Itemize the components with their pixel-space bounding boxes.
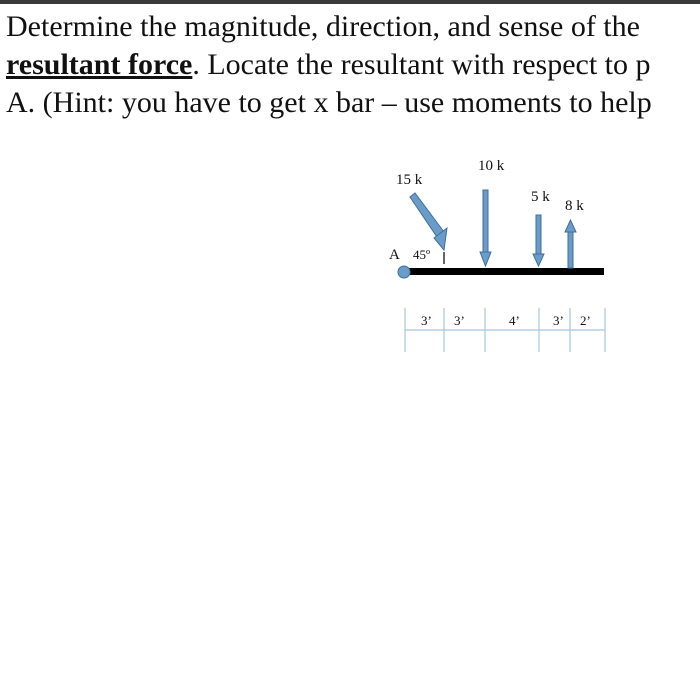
force-arrow-15k bbox=[410, 193, 447, 250]
dimension-label-2: 3’ bbox=[454, 313, 465, 328]
angle-label: 45º bbox=[413, 247, 431, 262]
dimension-label-3: 4’ bbox=[509, 313, 520, 328]
force-arrow-5k bbox=[533, 215, 544, 266]
problem-line-1: Determine the magnitude, direction, and sense of the bbox=[6, 10, 640, 43]
dimension-label-5: 2’ bbox=[580, 313, 591, 328]
force-arrow-8k bbox=[565, 220, 576, 268]
pin-a bbox=[398, 266, 410, 278]
dimension-label-1: 3’ bbox=[421, 313, 432, 328]
dimension-line bbox=[405, 308, 605, 352]
problem-line-3: A. (Hint: you have to get x bar – use moments to help bbox=[6, 86, 652, 119]
point-a-label: A bbox=[389, 247, 400, 263]
resultant-force-emphasis: resultant force bbox=[6, 48, 193, 81]
dimension-label-4: 3’ bbox=[553, 313, 564, 328]
problem-line-2-rest: . Locate the resultant with respect to p bbox=[192, 48, 651, 81]
force-label-5k: 5 k bbox=[531, 189, 550, 205]
force-label-15k: 15 k bbox=[396, 172, 423, 188]
force-label-8k: 8 k bbox=[565, 198, 584, 214]
force-arrow-10k bbox=[480, 190, 491, 266]
force-label-10k: 10 k bbox=[478, 158, 505, 174]
